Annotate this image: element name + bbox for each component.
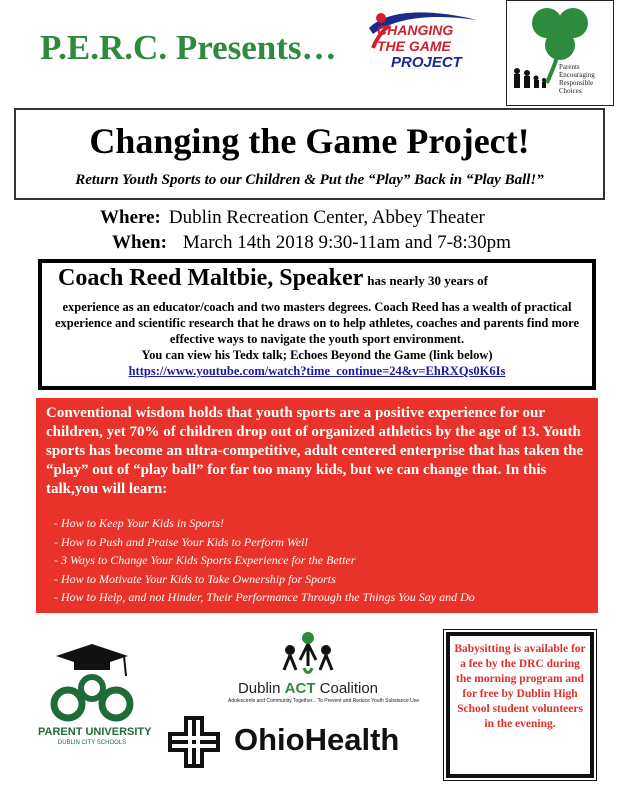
tedx-link[interactable]: https://www.youtube.com/watch?time_continue=24&v=EhRXQs0K6Is — [128, 364, 506, 378]
talk-panel — [36, 398, 598, 613]
act-word: ACT — [284, 680, 316, 697]
speaker-bio — [50, 299, 584, 379]
dublin-city-schools-text: DUBLIN CITY SCHOOLS — [57, 740, 127, 746]
talk-paragraph: Conventional wisdom holds that youth sports are a positive experience for our children, yet 70% of children drop out of organized athletics by the age of 13. Youth sports has become an ultra-competitive, adult centered enterprise that has taken the “play” out of “play ball” for far too many kids, but we can change that. In this talk,you will learn: — [46, 405, 584, 497]
when-value: March 14th 2018 9:30-11am and 7-8:30pm — [182, 232, 511, 253]
speaker-name: Coach Reed Maltbie, Speaker — [58, 265, 364, 291]
speaker-heading — [58, 265, 488, 292]
ctg-logo-line2: THE GAME — [377, 38, 451, 54]
title-box — [14, 108, 605, 200]
ohiohealth-logo — [162, 712, 442, 772]
act-suffix: Coalition — [315, 680, 379, 697]
act-prefix: Dublin — [237, 680, 285, 697]
speaker-bio-text: experience as an educator/coach and two masters degrees. Coach Reed has a wealth of practical experience and scientific research that he draws on to help athletes, coaches and parents find more effective ways to navigate the youth sport environment. — [54, 300, 580, 346]
ohiohealth-mark-icon — [162, 712, 226, 772]
list-item: - 3 Ways to Change Your Kids Sports Experience for the Better — [54, 553, 356, 567]
where-row — [100, 207, 485, 229]
where-value: Dublin Recreation Center, Abbey Theater — [168, 207, 485, 228]
perc-line: Responsible — [559, 79, 594, 87]
ctg-logo-line3: PROJECT — [391, 54, 462, 71]
where-label: Where: — [100, 207, 161, 228]
speaker-lead: has nearly 30 years of — [367, 273, 488, 288]
dublin-act-coalition-logo — [228, 628, 420, 708]
list-item: - How to Keep Your Kids in Sports! — [54, 516, 224, 530]
learning-list — [54, 514, 475, 607]
babysitting-text: Babysitting is available for a fee by the DRC during the morning program and for free by Dublin High School student volunteers in the evening. — [454, 643, 586, 730]
parent-university-logo — [38, 642, 152, 762]
speaker-box — [38, 259, 596, 390]
list-item: - How to Push and Praise Your Kids to Perform Well — [54, 534, 308, 549]
graduation-cap-icon — [38, 642, 146, 726]
perc-line: Choices — [559, 87, 582, 95]
main-title: Changing the Game Project! — [89, 121, 530, 161]
when-row — [112, 232, 511, 254]
people-group-icon — [228, 628, 388, 680]
speaker-tedx-text: You can view his Tedx talk; Echoes Beyond the Game (link below) — [141, 348, 493, 362]
ctg-logo-line1: CHANGING — [377, 22, 454, 38]
when-label: When: — [112, 232, 167, 253]
list-item: - How to Motivate Your Kids to Take Ownership for Sports — [54, 571, 336, 586]
perc-line: Encouraging — [559, 71, 595, 79]
list-item: - How to Help, and not Hinder, Their Performance Through the Things You Say and Do — [54, 590, 475, 604]
perc-shamrock-logo — [506, 0, 614, 106]
babysitting-box — [446, 632, 594, 778]
act-coalition-name — [228, 680, 388, 697]
perc-line: Parents — [559, 63, 580, 71]
perc-presents-title: P.E.R.C. Presents… — [40, 28, 337, 67]
act-tagline: Adolescents and Community Together... To Prevent and Reduce Youth Substance Use — [228, 698, 420, 704]
main-subtitle: Return Youth Sports to our Children & Put the “Play” Back in “Play Ball!” — [75, 172, 544, 188]
parent-university-text: PARENT UNIVERSITY — [38, 726, 152, 738]
changing-the-game-logo — [367, 8, 492, 80]
perc-logo-acronym — [559, 63, 595, 95]
ohiohealth-text: OhioHealth — [234, 722, 400, 757]
